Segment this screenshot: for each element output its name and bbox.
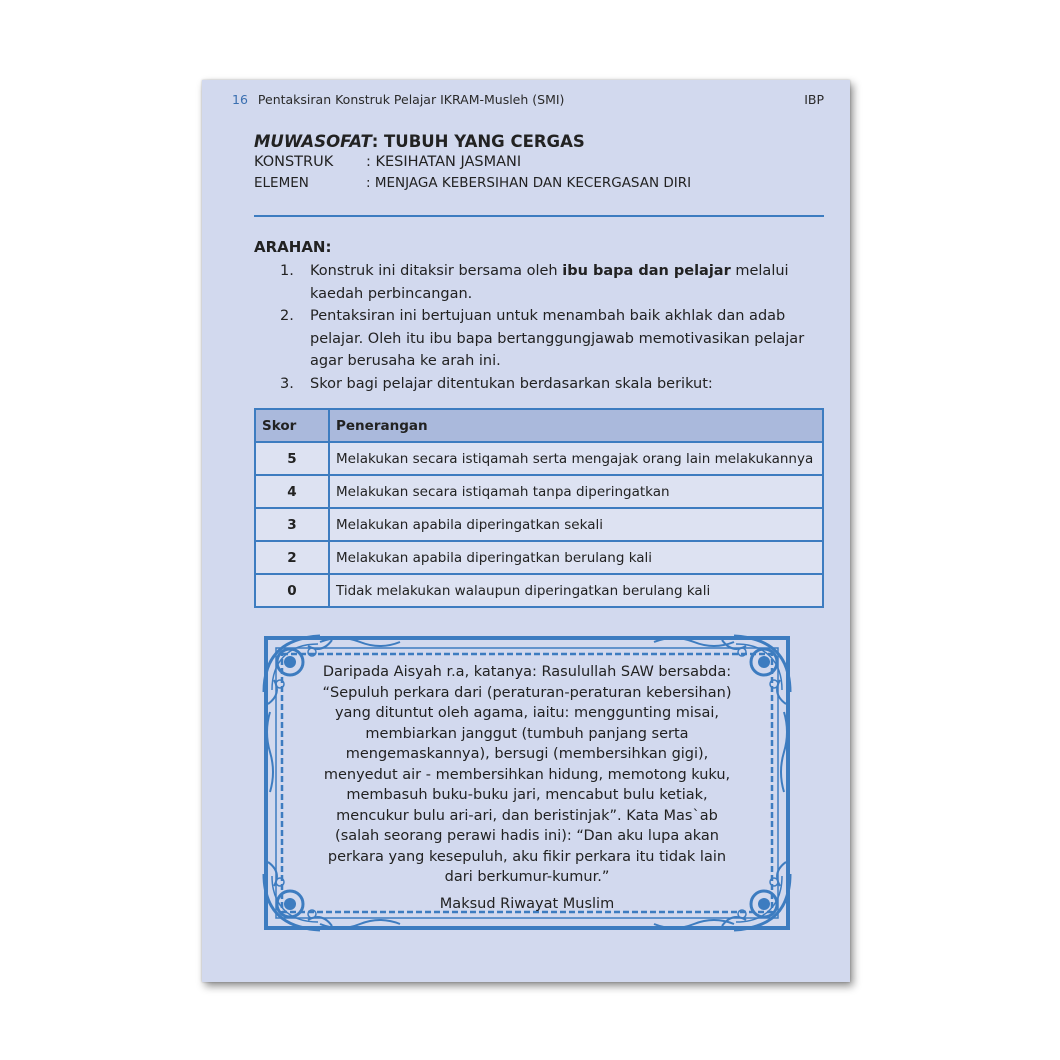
penerangan-cell: Melakukan secara istiqamah tanpa diperingatkan [329,475,823,508]
score-scale-table [254,408,824,608]
arahan-item: 2. Pentaksiran ini bertujuan untuk menambah baik akhlak dan adab pelajar. Oleh itu ibu bapa bertanggungjawab memotivasikan pelajar agar berusaha ke arah ini. [280,308,805,369]
section-divider [254,215,824,217]
arahan-list [254,260,822,395]
skor-cell: 4 [255,475,329,508]
konstruk-line [254,154,521,170]
penerangan-cell: Melakukan apabila diperingatkan sekali [329,508,823,541]
hadith-quote [322,662,732,914]
penerangan-cell: Melakukan secara istiqamah serta mengajak orang lain melakukannya [329,442,823,475]
konstruk-value: : KESIHATAN JASMANI [366,154,522,170]
header-skor: Skor [255,409,329,442]
running-header [232,92,824,110]
book-title: Pentaksiran Konstruk Pelajar IKRAM-Musleh (SMI) [257,92,565,107]
elemen-label: ELEMEN [254,175,309,191]
table-row [255,475,823,508]
arahan-item: 1. Konstruk ini ditaksir bersama oleh ibu bapa dan pelajar melalui kaedah perbincangan. [280,263,789,302]
page-number: 16 [232,92,248,107]
elemen-line [254,175,691,191]
skor-cell: 5 [255,442,329,475]
book-page [202,80,850,982]
table-header-row [255,409,823,442]
hadith-frame [260,632,794,934]
muwasofat-title [254,132,585,151]
arahan-heading: ARAHAN: [254,238,332,256]
skor-cell: 2 [255,541,329,574]
table-row [255,541,823,574]
elemen-value: : MENJAGA KEBERSIHAN DAN KECERGASAN DIRI [366,175,692,191]
table-row [255,508,823,541]
section-code: IBP [804,92,824,107]
hadith-text: Daripada Aisyah r.a, katanya: Rasulullah SAW bersabda: “Sepuluh perkara dari (peraturan-peraturan kebersihan) yang dituntut oleh agama, iaitu: menggunting misai, membiarkan janggut (tumbuh panjang serta mengemaskannya), bersugi (membersihkan gigi), menyedut air - membersihkan hidung, memotong kuku, membasuh buku-buku jari, mencabut bulu ketiak, mencukur bulu ari-ari, dan beristinjak”. Kata Mas`ab (salah seorang perawi hadis ini): “Dan aku lupa akan perkara yang kesepuluh, aku fikir perkara itu tidak lain dari berkumur-kumur.” [322,664,732,885]
skor-cell: 0 [255,574,329,607]
table-row [255,442,823,475]
skor-cell: 3 [255,508,329,541]
muwasofat-value: : TUBUH YANG CERGAS [371,132,585,151]
konstruk-label: KONSTRUK [254,154,334,170]
header-penerangan: Penerangan [329,409,823,442]
penerangan-cell: Tidak melakukan walaupun diperingatkan berulang kali [329,574,823,607]
table-row [255,574,823,607]
hadith-source: Maksud Riwayat Muslim [439,895,615,912]
penerangan-cell: Melakukan apabila diperingatkan berulang kali [329,541,823,574]
arahan-item: 3. Skor bagi pelajar ditentukan berdasarkan skala berikut: [280,375,713,392]
muwasofat-label: MUWASOFAT [254,132,372,151]
